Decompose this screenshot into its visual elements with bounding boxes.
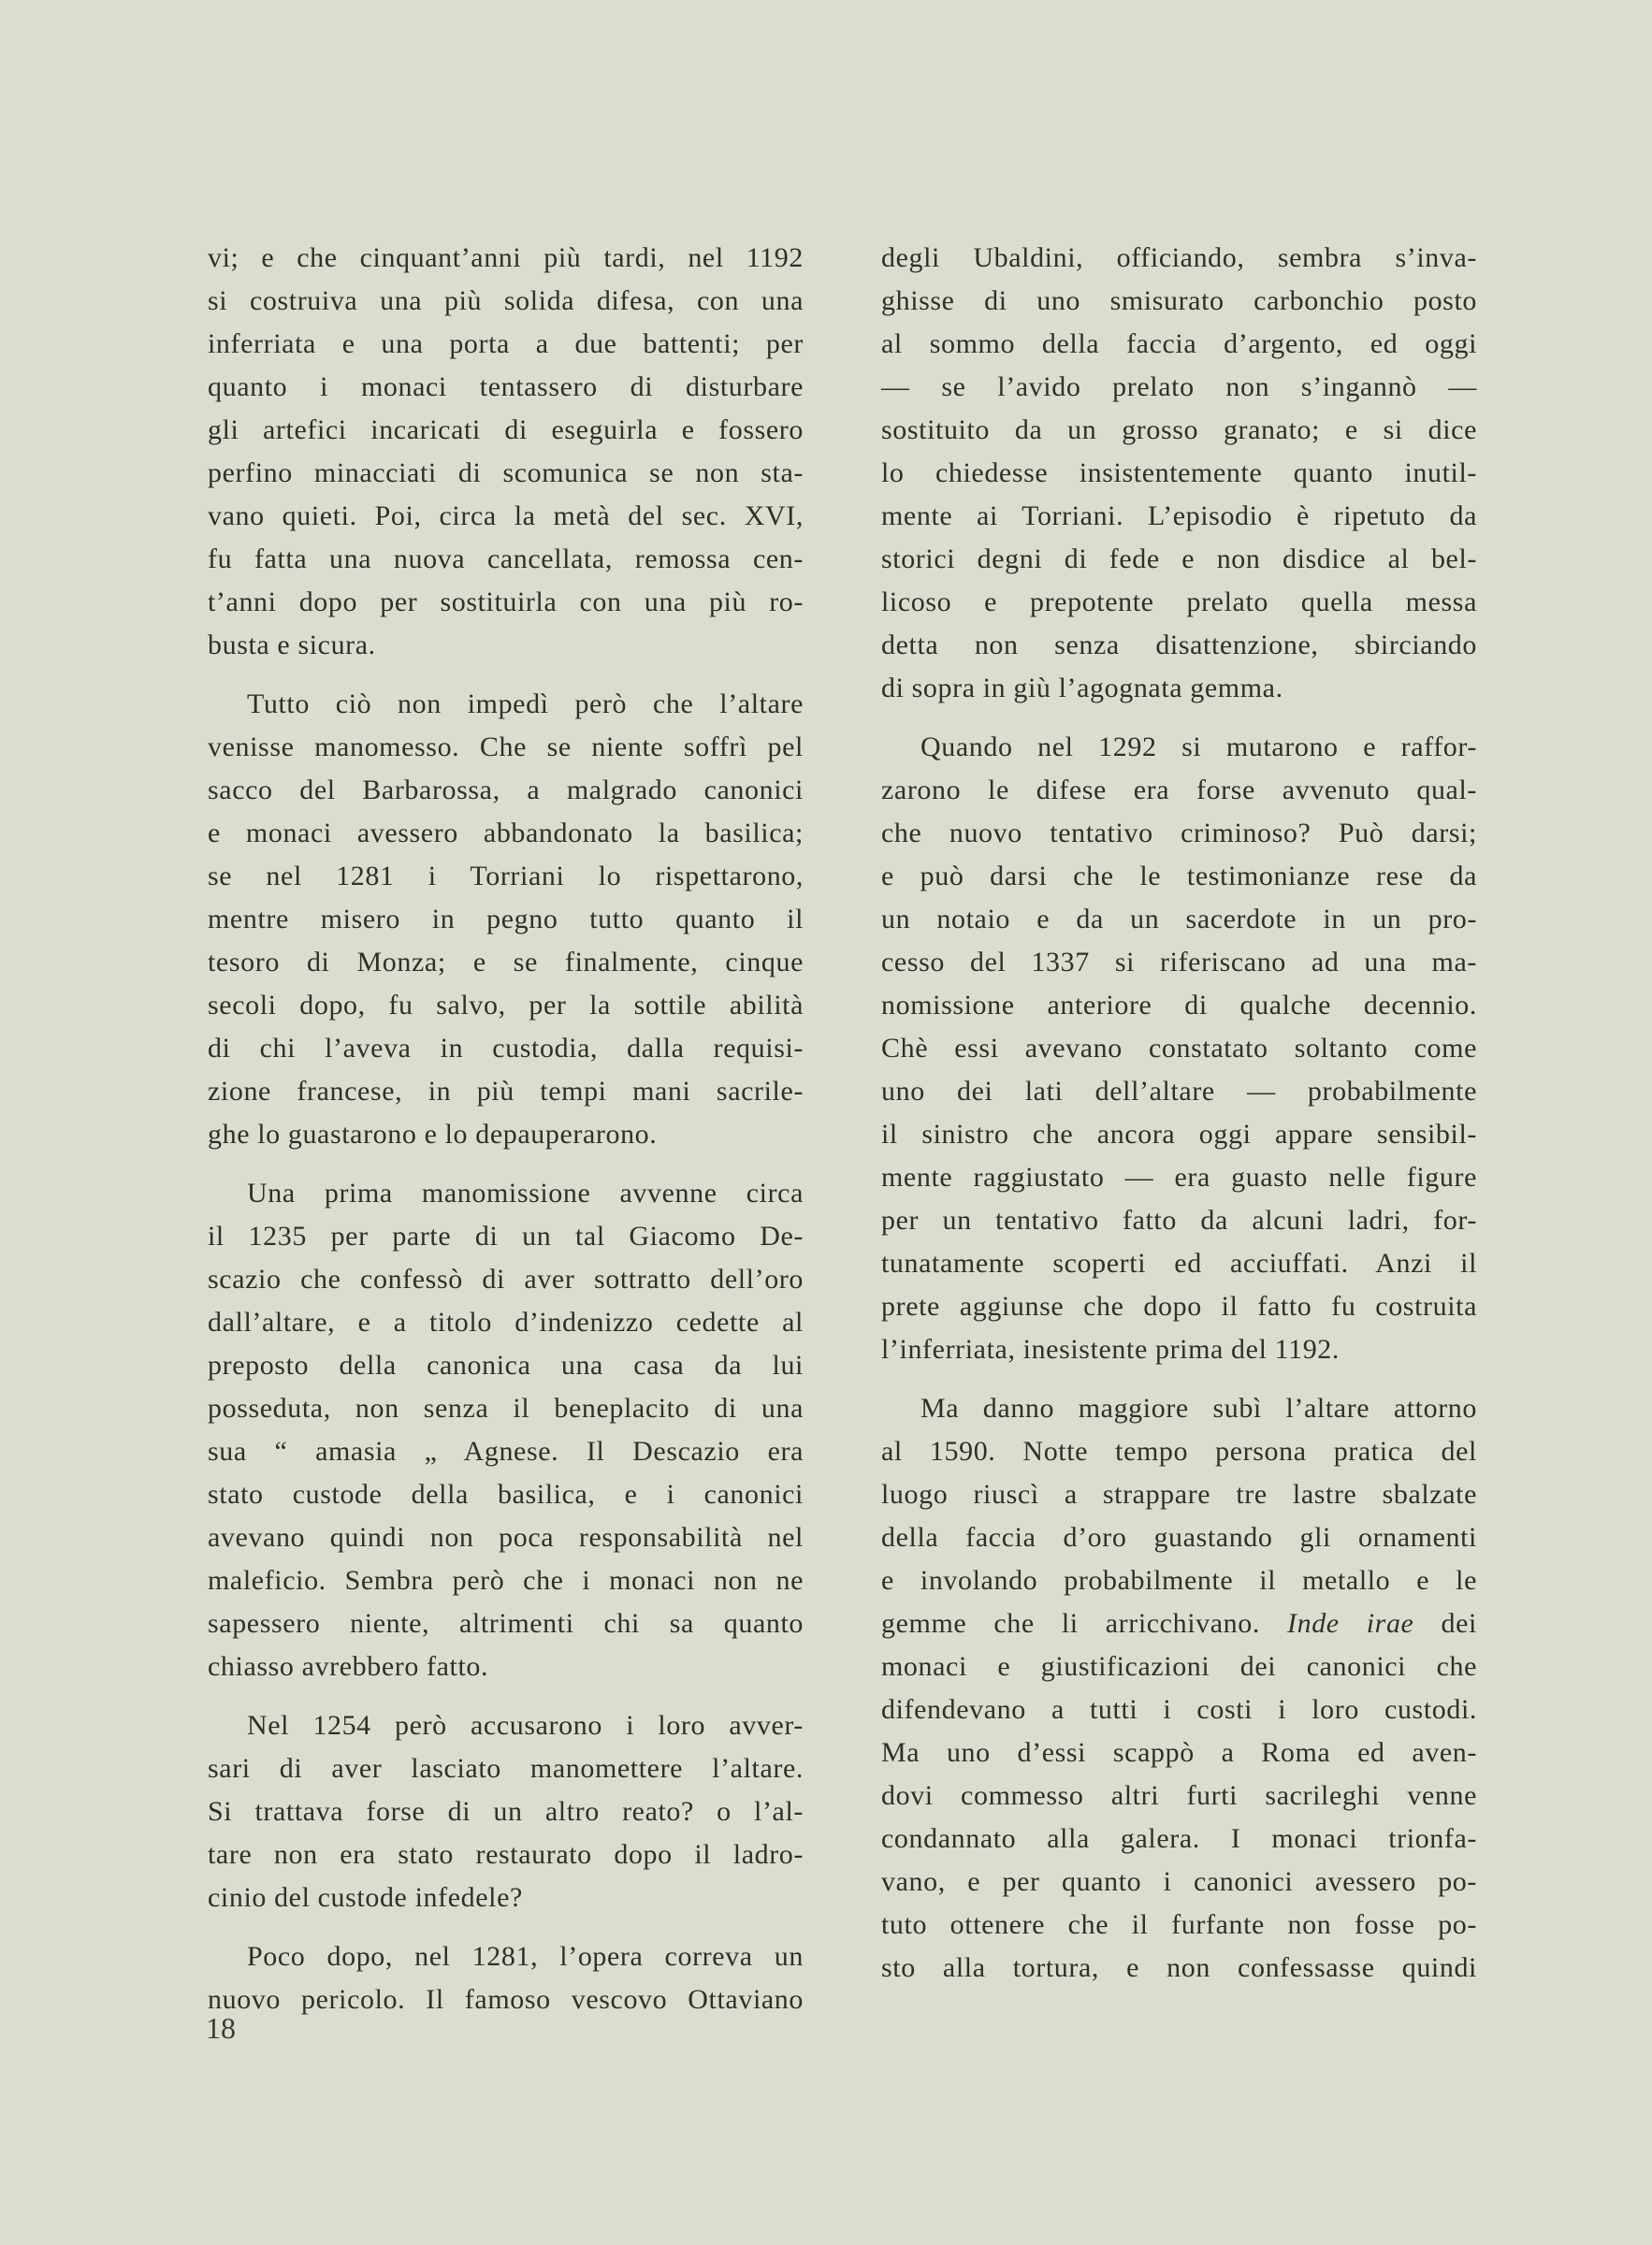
- text-line: scazio che confessò di aver sottratto dell’oro: [208, 1264, 804, 1295]
- text-line: lo chiedesse insistentemente quanto inutil-: [881, 457, 1477, 488]
- text-line: di sopra in giù l’agognata gemma.: [881, 673, 1283, 703]
- latin-italic-phrase: Inde irae: [1287, 1608, 1414, 1639]
- text-line: il 1235 per parte di un tal Giacomo De-: [208, 1221, 804, 1252]
- text-line: il sinistro che ancora oggi appare sensibil-: [881, 1119, 1477, 1150]
- right-text-column: [881, 237, 1477, 1983]
- text-line: nuovo pericolo. Il famoso vescovo Ottaviano: [208, 1984, 804, 2015]
- text-line: gli artefici incaricati di eseguirla e fossero: [208, 414, 804, 445]
- text-line: — se l’avido prelato non s’ingannò —: [881, 371, 1477, 402]
- text-line: e involando probabilmente il metallo e le: [881, 1565, 1477, 1596]
- text-fragment: dei: [1441, 1608, 1477, 1639]
- text-line: al 1590. Notte tempo persona pratica del: [881, 1436, 1477, 1467]
- text-line: mente raggiustato — era guasto nelle figure: [881, 1162, 1477, 1193]
- text-line-with-italic: [881, 1602, 1477, 1645]
- text-line: perfino minacciati di scomunica se non sta-: [208, 457, 804, 488]
- text-line: Ma uno d’essi scappò a Roma ed aven-: [881, 1737, 1477, 1768]
- text-line: prete aggiunse che dopo il fatto fu costruita: [881, 1291, 1477, 1322]
- text-line: licoso e prepotente prelato quella messa: [881, 587, 1477, 617]
- text-line: sostituito da un grosso granato; e si dice: [881, 414, 1477, 445]
- text-line: stato custode della basilica, e i canonici: [208, 1479, 804, 1510]
- text-line: ghe lo guastarono e lo depauperarono.: [208, 1119, 658, 1150]
- text-line: sapessero niente, altrimenti chi sa quanto: [208, 1608, 804, 1639]
- paragraph-start-line: Ma danno maggiore subì l’altare attorno: [920, 1393, 1477, 1424]
- text-line: mentre misero in pegno tutto quanto il: [208, 904, 804, 934]
- text-line: cesso del 1337 si riferiscano ad una ma-: [881, 947, 1477, 978]
- text-line: condannato alla galera. I monaci trionfa-: [881, 1823, 1477, 1854]
- paragraph-start-line: Una prima manomissione avvenne circa: [247, 1178, 804, 1209]
- text-line: vano, e per quanto i canonici avessero po-: [881, 1866, 1477, 1897]
- text-line: di chi l’aveva in custodia, dalla requisi-: [208, 1033, 804, 1064]
- text-line: zione francese, in più tempi mani sacrile-: [208, 1076, 804, 1107]
- text-line: t’anni dopo per sostituirla con una più ro-: [208, 587, 804, 617]
- paragraph-start-line: Quando nel 1292 si mutarono e raffor-: [920, 731, 1477, 762]
- text-line: busta e sicura.: [208, 630, 376, 660]
- text-line: avevano quindi non poca responsabilità nel: [208, 1522, 804, 1553]
- text-line: vi; e che cinquant’anni più tardi, nel 1192: [208, 242, 804, 273]
- text-line: zarono le difese era forse avvenuto qual-: [881, 775, 1477, 805]
- text-line: se nel 1281 i Torriani lo rispettarono,: [208, 861, 804, 891]
- text-line: cinio del custode infedele?: [208, 1882, 523, 1913]
- text-line: chiasso avrebbero fatto.: [208, 1651, 489, 1682]
- text-fragment: gemme che li arricchivano.: [881, 1608, 1260, 1639]
- text-line: sua “ amasia „ Agnese. Il Descazio era: [208, 1436, 804, 1467]
- text-line: e può darsi che le testimonianze rese da: [881, 861, 1477, 891]
- text-line: che nuovo tentativo criminoso? Può darsi;: [881, 818, 1477, 848]
- left-text-column: [208, 237, 804, 2015]
- text-line: tesoro di Monza; e se finalmente, cinque: [208, 947, 804, 978]
- text-line: fu fatta una nuova cancellata, remossa cen-: [208, 543, 804, 574]
- text-line: e monaci avessero abbandonato la basilica;: [208, 818, 804, 848]
- paragraph-start-line: Tutto ciò non impedì però che l’altare: [247, 688, 804, 719]
- text-line: storici degni di fede e non disdice al bel-: [881, 543, 1477, 574]
- paragraph-start-line: Poco dopo, nel 1281, l’opera correva un: [247, 1941, 804, 1972]
- text-line: secoli dopo, fu salvo, per la sottile abilità: [208, 990, 804, 1021]
- text-line: l’inferriata, inesistente prima del 1192.: [881, 1334, 1340, 1365]
- page-number: 18: [206, 2011, 236, 2045]
- text-line: un notaio e da un sacerdote in un pro-: [881, 904, 1477, 934]
- text-line: sacco del Barbarossa, a malgrado canonici: [208, 775, 804, 805]
- text-line: posseduta, non senza il beneplacito di una: [208, 1393, 804, 1424]
- text-line: degli Ubaldini, officiando, sembra s’inva-: [881, 242, 1477, 273]
- text-line: detta non senza disattenzione, sbirciando: [881, 630, 1477, 660]
- text-line: ghisse di uno smisurato carbonchio posto: [881, 285, 1477, 316]
- text-line: uno dei lati dell’altare — probabilmente: [881, 1076, 1477, 1107]
- text-line: mente ai Torriani. L’episodio è ripetuto da: [881, 500, 1477, 531]
- text-line: vano quieti. Poi, circa la metà del sec. XVI,: [208, 500, 804, 531]
- text-line: nomissione anteriore di qualche decennio.: [881, 990, 1477, 1021]
- text-line: si costruiva una più solida difesa, con una: [208, 285, 804, 316]
- text-line: dall’altare, e a titolo d’indenizzo cedette al: [208, 1307, 804, 1338]
- text-line: dovi commesso altri furti sacrileghi venne: [881, 1780, 1477, 1811]
- text-line: maleficio. Sembra però che i monaci non ne: [208, 1565, 804, 1596]
- text-line: tare non era stato restaurato dopo il ladro-: [208, 1839, 804, 1870]
- paragraph-start-line: Nel 1254 però accusarono i loro avver-: [247, 1710, 804, 1741]
- text-line: al sommo della faccia d’argento, ed oggi: [881, 328, 1477, 359]
- text-line: preposto della canonica una casa da lui: [208, 1350, 804, 1381]
- text-line: Si trattava forse di un altro reato? o l’al-: [208, 1796, 804, 1827]
- text-line: monaci e giustificazioni dei canonici che: [881, 1651, 1477, 1682]
- text-line: sari di aver lasciato manomettere l’altare.: [208, 1753, 804, 1784]
- text-line: luogo riuscì a strappare tre lastre sbalzate: [881, 1479, 1477, 1510]
- text-line: inferriata e una porta a due battenti; per: [208, 328, 804, 359]
- text-line: quanto i monaci tentassero di disturbare: [208, 371, 804, 402]
- text-line: sto alla tortura, e non confessasse quindi: [881, 1952, 1477, 1983]
- text-line: difendevano a tutti i costi i loro custodi.: [881, 1694, 1477, 1725]
- text-line: tunatamente scoperti ed acciuffati. Anzi il: [881, 1248, 1477, 1279]
- text-line: Chè essi avevano constatato soltanto come: [881, 1033, 1477, 1064]
- text-line: tuto ottenere che il furfante non fosse po-: [881, 1909, 1477, 1940]
- text-line: per un tentativo fatto da alcuni ladri, for-: [881, 1205, 1477, 1236]
- text-line: della faccia d’oro guastando gli ornamenti: [881, 1522, 1477, 1553]
- text-line: venisse manomesso. Che se niente soffrì pel: [208, 731, 804, 762]
